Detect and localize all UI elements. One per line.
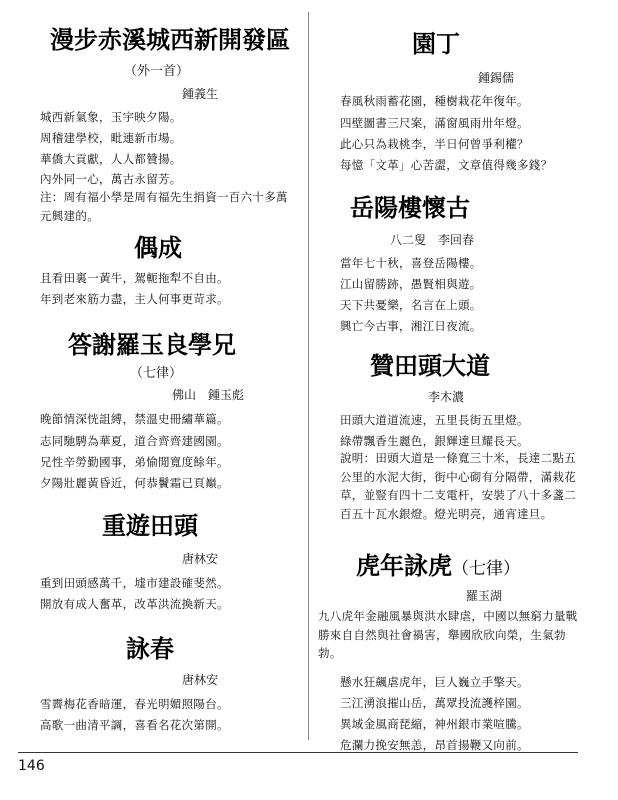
column-divider: [308, 12, 309, 740]
poem-line: 兄性辛勞勤國事，弟愉閒寬度餘年。: [40, 455, 229, 469]
poem-line: 天下共憂樂，名言在上頭。: [340, 298, 482, 312]
poem-line: 三江湧浪摧山岳，萬眾投流護梓園。: [340, 696, 529, 710]
poem-note: 注：周有福小學是周有福先生捐資一百六十多萬元興建的。: [40, 190, 288, 223]
poem-author: 鍾錫儒: [478, 71, 515, 85]
poem-line: 當年七十秋，喜登岳陽樓。: [340, 256, 482, 270]
poem-title: 偶成: [134, 234, 182, 262]
poem-line: 四壁圖書三尺案，滿窗風雨卅年燈。: [340, 116, 529, 130]
poem-line: 綠帶飄香生麗色，銀輝達旦耀長天。: [340, 434, 529, 448]
poem-line: 年到老來筋力盡，主人何事更苛求。: [40, 292, 229, 306]
poem-line: 且看田裏一黃牛，駕軛拖犁不自由。: [40, 271, 229, 285]
poem-title: 重遊田頭: [102, 512, 198, 540]
poem-title: 答謝羅玉良學兄: [68, 331, 236, 359]
poem-title: 漫步赤溪城西新開發區: [50, 26, 290, 54]
page-number: 146: [18, 758, 45, 774]
poem-title-text: 虎年詠虎: [356, 552, 452, 580]
poem-title: [356, 552, 520, 583]
poem-line: 城西新氣象，玉宇映夕陽。: [40, 110, 182, 124]
poem-title-suffix: （七律）: [452, 559, 520, 579]
poem-line: 田頭大道道流速，五里長街五里燈。: [340, 413, 529, 427]
poem-subtitle: （外一首）: [124, 64, 190, 79]
poem-title: 詠春: [126, 635, 174, 663]
poem-line: 開放有成人奮革，改革洪流換新天。: [40, 597, 229, 611]
poem-line: 春風秋雨蓄花園，種樹栽花年復年。: [340, 94, 529, 108]
poem-line: 異域金風商琵縮，神州銀市業喧騰。: [340, 717, 529, 731]
poem-author: 唐林安: [182, 552, 219, 566]
poem-author: 佛山 鍾玉彪: [172, 388, 245, 402]
poem-line: 夕陽壯麗黃昏近，何恭鬢霜已頁巔。: [40, 476, 229, 490]
poem-author: 李木濃: [428, 390, 465, 404]
poem-line: 危瀾力挽安無恙，昂首揚鞭又向前。: [340, 738, 529, 752]
poem-line: 周稽建學校，毗連新市場。: [40, 131, 182, 145]
poem-line: 華僑大貢獻，人人都贊揚。: [40, 152, 182, 166]
poem-author: 八二叟 李回春: [390, 233, 475, 247]
poem-author: 羅玉湖: [466, 589, 503, 603]
poem-note: 說明：田頭大道是一條寬三十米，長達二點五公里的水泥大街，街中心砌有分隔帶，滿栽花草，並豎有四十二支電杆，安裝了八十多盞二百五十瓦水銀燈。燈光明亮，通宵達旦。: [340, 451, 576, 521]
poem-author: 鍾義生: [182, 87, 219, 101]
poem-line: 重到田頭感萬千，墟市建設確斐然。: [40, 576, 229, 590]
poem-line: 雪霽梅花香暗運，春光明媚照陽台。: [40, 697, 229, 711]
poem-line: 志同馳騁為華夏，道合齊齊建國園。: [40, 434, 229, 448]
poem-line: 此心只為栽桃李，半日何曾爭利權？: [340, 137, 529, 151]
poem-line: 興亡今古事，湘江日夜流。: [340, 319, 482, 333]
poem-line: 懸水狂飆虐虎年，巨人巍立手擎天。: [340, 675, 529, 689]
poem-line: 每憶「文革」心苦澀，文章值得幾多錢？: [340, 158, 553, 172]
poem-intro: 九八虎年金融風暴與洪水肆虐，中國以無窮力量戰勝來自自然與社會禍害，舉國欣欣向榮，生氣勃勃。: [318, 609, 578, 660]
poem-author: 唐林安: [182, 673, 219, 687]
poem-title: 園丁: [412, 30, 460, 58]
poem-line: 高歌一曲清平調，喜看名花次第開。: [40, 718, 229, 732]
poem-line: 晚節情深恍詛縛，禁溫史冊繡華篇。: [40, 412, 229, 426]
poem-line: 內外同一心，萬古永留芳。: [40, 172, 182, 186]
poem-title: 岳陽樓懷古: [350, 194, 470, 222]
footer-rule: [18, 752, 578, 753]
poem-title: 贊田頭大道: [370, 352, 490, 380]
poem-subtitle: （七律）: [130, 366, 183, 381]
poem-line: 江山留勝跡，愚賢相與遊。: [340, 277, 482, 291]
